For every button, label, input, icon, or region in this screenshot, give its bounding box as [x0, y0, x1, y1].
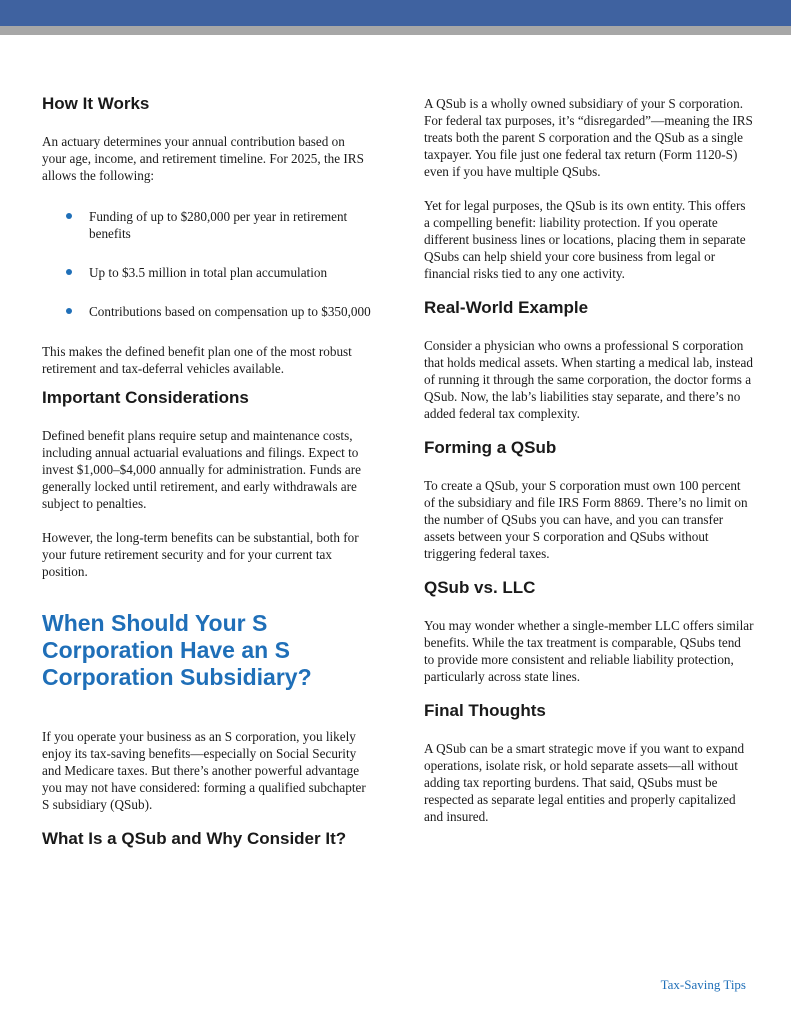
intro-paragraph: If you operate your business as an S corporation, you likely enjoy its tax-saving benefits—especially on Social Security and Medicare taxes. But there’s another powerful advantage you may not have considered: forming a qualified subchapter S subsidiary (QSub).: [42, 729, 366, 812]
considerations-paragraph: Defined benefit plans require setup and maintenance costs, including annual actuarial evaluations and filings. Expect to invest $1,000–$4,000 annually for administration. Funds are generally locked until retirement, and early withdrawals are subject to penalties.: [42, 428, 362, 511]
example-paragraph: Consider a physician who owns a professional S corporation that holds medical assets. When starting a medical lab, instead of running it through the same corporation, the doctor forms a QSub. Now, the lab’s liabilities stay separate, and there’s no added federal tax complexity.: [424, 338, 753, 421]
how-it-works-paragraph: An actuary determines your annual contribution based on your age, income, and retirement timeline. For 2025, the IRS allows the following:: [42, 134, 364, 183]
llc-heading: QSub vs. LLC: [424, 578, 536, 597]
list-item: Funding of up to $280,000 per year in retirement benefits: [42, 208, 372, 242]
how-it-works-summary: This makes the defined benefit plan one of the most robust retirement and tax-deferral vehicles available.: [42, 344, 352, 376]
header-subband: [0, 26, 791, 35]
considerations-heading: Important Considerations: [42, 388, 249, 407]
llc-paragraph: You may wonder whether a single-member LLC offers similar benefits. While the tax treatment is comparable, QSubs tend to provide more consistent and reliable liability protection, particularly across state lines.: [424, 618, 754, 684]
bullet-icon: [66, 308, 72, 314]
section-title: When Should Your S Corporation Have an S Corporation Subsidiary?: [42, 610, 312, 690]
considerations-paragraph-2: However, the long-term benefits can be substantial, both for your future retirement security and for your current tax position.: [42, 530, 359, 579]
bullet-icon: [66, 269, 72, 275]
qsub-definition-paragraph: A QSub is a wholly owned subsidiary of your S corporation. For federal tax purposes, it’s “disregarded”—meaning the IRS treats both the parent S corporation and the QSub as a single taxpayer. You file just one federal tax return (Form 1120-S) even if you have multiple QSubs.: [424, 96, 753, 179]
example-heading: Real-World Example: [424, 298, 589, 317]
limits-list: [42, 208, 372, 320]
forming-heading: Forming a QSub: [424, 438, 557, 457]
how-it-works-heading: How It Works: [42, 94, 150, 113]
qsub-heading: What Is a QSub and Why Consider It?: [42, 829, 347, 848]
qsub-legal-paragraph: Yet for legal purposes, the QSub is its own entity. This offers a compelling benefit: liability protection. If you operate different business lines or locations, placing them in separate QSubs can help shield your core business from legal or financial risks tied to any one activity.: [424, 198, 746, 281]
forming-paragraph: To create a QSub, your S corporation must own 100 percent of the subsidiary and file IRS Form 8869. There’s no limit on the number of QSubs you can have, and you can transfer assets between your S corporation and QSubs without triggering federal taxes.: [424, 478, 748, 561]
footer-label: Tax-Saving Tips: [660, 977, 746, 992]
final-paragraph: A QSub can be a smart strategic move if you want to expand operations, isolate risk, or hold separate assets—all without adding tax reporting burdens. That said, QSubs must be respected as separate legal entities and properly capitalized and insured.: [424, 741, 745, 824]
bullet-icon: [66, 213, 72, 219]
header-band: [0, 0, 791, 26]
left-column: [42, 94, 372, 849]
right-column: [424, 95, 754, 825]
list-item: Contributions based on compensation up to $350,000: [42, 303, 372, 320]
final-heading: Final Thoughts: [424, 701, 546, 720]
list-item: Up to $3.5 million in total plan accumulation: [42, 264, 372, 281]
